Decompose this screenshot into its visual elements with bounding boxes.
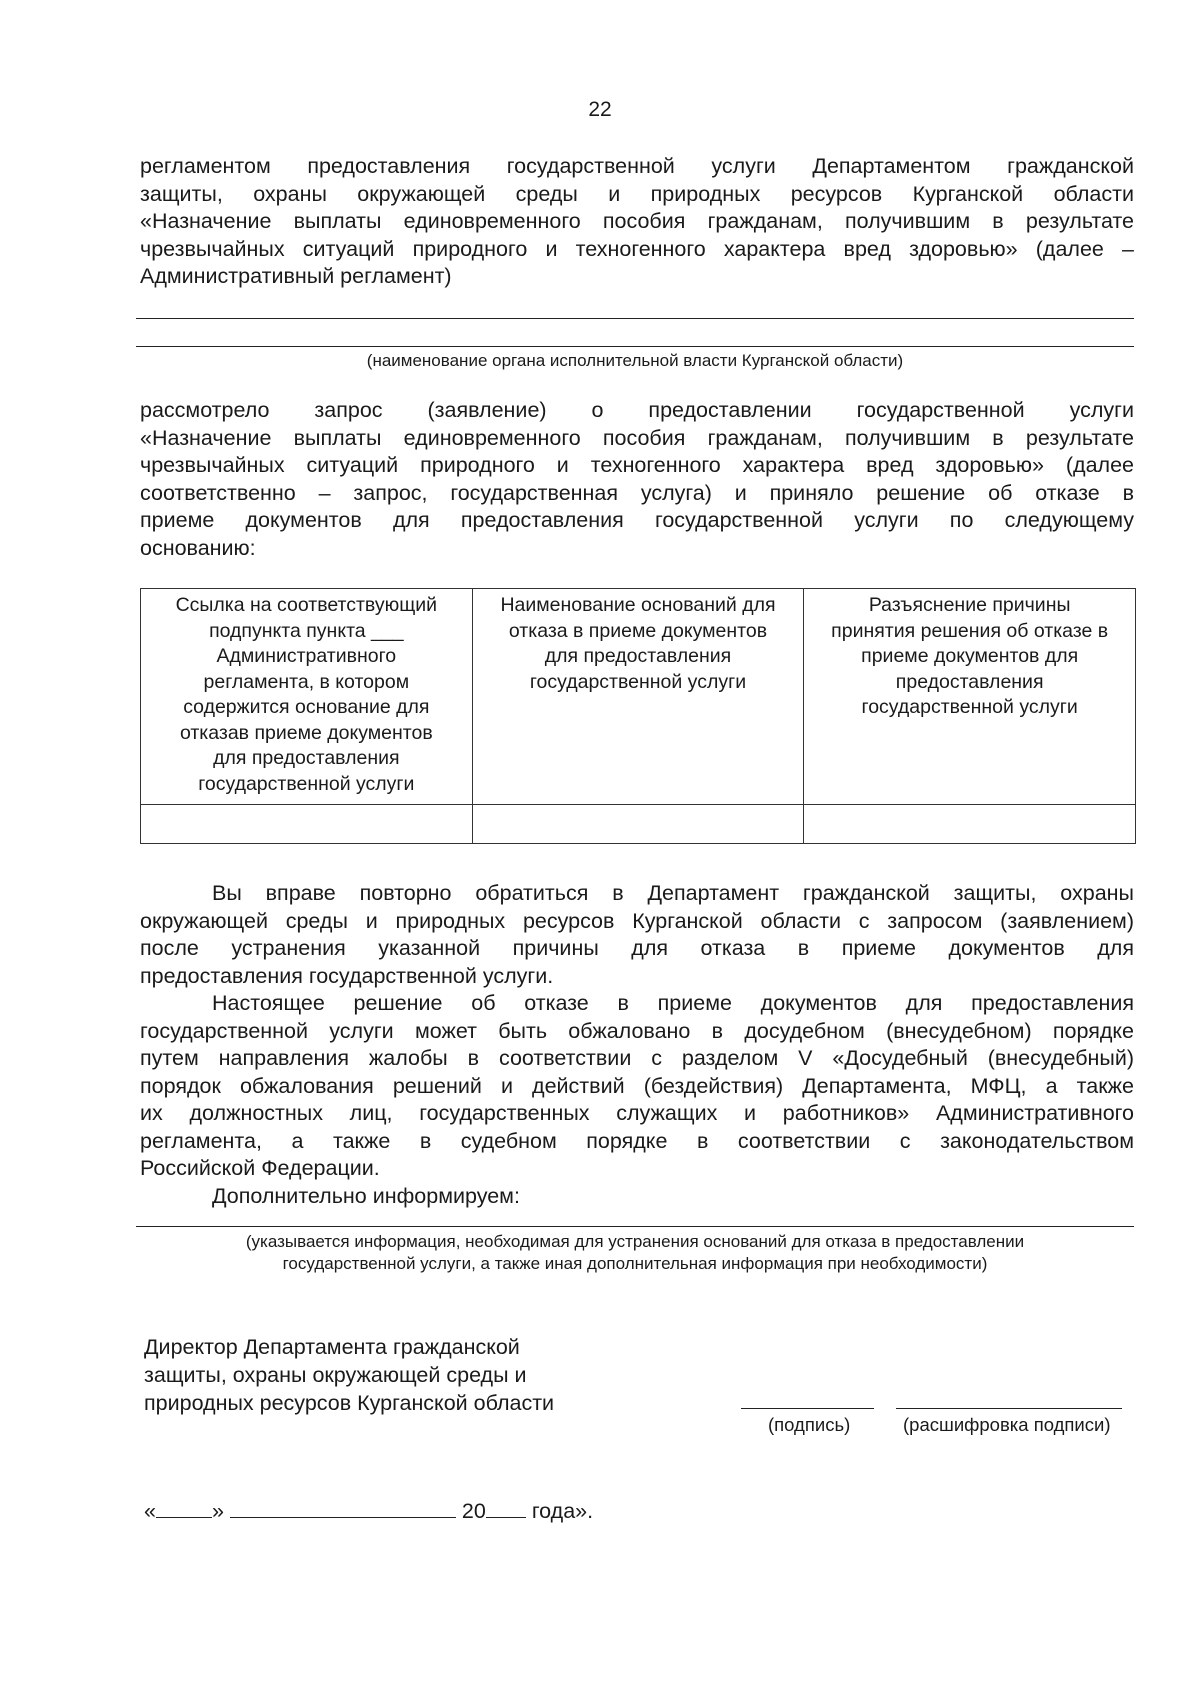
header-line: содержится основание для bbox=[183, 696, 430, 718]
repeat-line: после устранения указанной причины для отказа в приеме документов для bbox=[140, 936, 1134, 960]
header-line: государственной услуги bbox=[529, 670, 747, 693]
month-blank bbox=[230, 1497, 456, 1518]
signature-decode-caption: (расшифровка подписи) bbox=[903, 1414, 1111, 1435]
day-blank bbox=[156, 1497, 212, 1518]
decision-line: приеме документов для предоставления государственной услуги по следующему bbox=[140, 508, 1134, 532]
appeal-line: путем направления жалобы в соответствии с разделом V «Досудебный (внесудебный) bbox=[140, 1046, 1134, 1070]
signature-decode-rule bbox=[896, 1408, 1122, 1409]
table-cell bbox=[141, 805, 473, 844]
signatory-line: природных ресурсов Курганской области bbox=[144, 1391, 555, 1415]
intro-line: регламентом предоставления государственной услуги Департаментом гражданской bbox=[140, 154, 1134, 178]
appeal-line: регламента, а также в судебном порядке в соответствии с законодательством bbox=[140, 1128, 1134, 1153]
intro-line: защиты, охраны окружающей среды и природных ресурсов Курганской области bbox=[140, 181, 1134, 206]
signatory-line: защиты, охраны окружающей среды и bbox=[144, 1363, 527, 1387]
signature-rule bbox=[741, 1408, 874, 1409]
signature-caption: (подпись) bbox=[768, 1414, 851, 1435]
header-line: государственной услуги bbox=[198, 772, 415, 795]
decision-line: основанию: bbox=[140, 535, 256, 560]
intro-line: Административный регламент) bbox=[140, 264, 452, 288]
decision-line: рассмотрело запрос (заявление) о предоставлении государственной услуги bbox=[140, 398, 1134, 422]
additional-info-rule bbox=[136, 1226, 1134, 1227]
repeat-line: окружающей среды и природных ресурсов Курганской области с запросом (заявлением) bbox=[140, 908, 1134, 933]
page-number: 22 bbox=[588, 98, 612, 121]
header-line: для предоставления bbox=[544, 645, 732, 667]
header-line: подпункта пункта ___ bbox=[209, 619, 404, 642]
appeal-line: порядок обжалования решений и действий (бездействия) Департамента, МФЦ, а также bbox=[140, 1073, 1134, 1098]
table-cell bbox=[804, 805, 1136, 844]
organ-name-rule bbox=[136, 346, 1134, 347]
year-prefix: 20 bbox=[461, 1499, 486, 1523]
intro-paragraph bbox=[140, 153, 1134, 291]
organ-name-rule bbox=[136, 318, 1134, 319]
date-close-quote: » bbox=[211, 1499, 224, 1523]
repeat-application-paragraph bbox=[140, 880, 1134, 990]
organ-name-caption: (наименование органа исполнительной власти Курганской области) bbox=[366, 351, 904, 370]
intro-line: «Назначение выплаты единовременного пособия гражданам, получившим в результате bbox=[140, 209, 1134, 233]
repeat-line: Вы вправе повторно обратиться в Департамент гражданской защиты, охраны bbox=[212, 881, 1134, 905]
header-cell-explanation bbox=[804, 589, 1136, 805]
additional-info-label-wrap bbox=[140, 1183, 1134, 1211]
signatory-line: Директор Департамента гражданской bbox=[144, 1335, 520, 1359]
header-line: для предоставления bbox=[213, 747, 400, 769]
header-line: отказав приеме документов bbox=[179, 721, 433, 744]
date-line bbox=[144, 1497, 593, 1524]
decision-paragraph bbox=[140, 397, 1134, 562]
header-line: Административного bbox=[216, 645, 397, 667]
appeal-paragraph bbox=[140, 990, 1134, 1183]
table-header-row bbox=[141, 589, 1136, 805]
header-line: Наименование оснований для bbox=[500, 594, 776, 616]
year-blank bbox=[486, 1497, 526, 1518]
header-line: Ссылка на соответствующий bbox=[175, 594, 438, 616]
header-line: предоставления bbox=[895, 670, 1044, 693]
table-row bbox=[141, 805, 1136, 844]
table-cell bbox=[472, 805, 804, 844]
header-cell-reference bbox=[141, 589, 473, 805]
refusal-grounds-table bbox=[140, 588, 1136, 844]
header-line: приеме документов для bbox=[861, 645, 1079, 667]
appeal-line: их должностных лиц, государственных служащих и работников» Административного bbox=[140, 1101, 1134, 1125]
decision-line: соответственно – запрос, государственная услуга) и приняло решение об отказе в bbox=[140, 480, 1134, 505]
header-line: отказа в приеме документов bbox=[508, 619, 768, 642]
additional-info-caption bbox=[136, 1231, 1134, 1275]
appeal-line: Настоящее решение об отказе в приеме документов для предоставления bbox=[212, 991, 1134, 1015]
decision-line: «Назначение выплаты единовременного пособия гражданам, получившим в результате bbox=[140, 425, 1134, 450]
appeal-line: Российской Федерации. bbox=[140, 1156, 380, 1180]
header-line: государственной услуги bbox=[861, 696, 1078, 718]
signatory-title bbox=[144, 1333, 554, 1417]
appeal-line: государственной услуги может быть обжаловано в досудебном (внесудебном) порядке bbox=[140, 1018, 1134, 1043]
repeat-line: предоставления государственной услуги. bbox=[140, 963, 554, 988]
header-line: регламента, в котором bbox=[203, 670, 410, 693]
caption-line: государственной услуги, а также иная дополнительная информация при необходимости) bbox=[282, 1254, 988, 1273]
header-line: Разъяснение причины bbox=[868, 594, 1071, 616]
decision-line: чрезвычайных ситуаций природного и техногенного характера вред здоровью» (далее bbox=[140, 453, 1134, 477]
caption-line: (указывается информация, необходимая для устранения оснований для отказа в предоставлении bbox=[245, 1232, 1025, 1251]
intro-line: чрезвычайных ситуаций природного и техногенного характера вред здоровью» (далее – bbox=[140, 236, 1134, 261]
header-cell-grounds bbox=[472, 589, 804, 805]
additional-info-label: Дополнительно информируем: bbox=[212, 1184, 520, 1208]
header-line: принятия решения об отказе в bbox=[831, 619, 1109, 642]
date-suffix: года». bbox=[531, 1499, 594, 1523]
date-open-quote: « bbox=[144, 1499, 156, 1523]
